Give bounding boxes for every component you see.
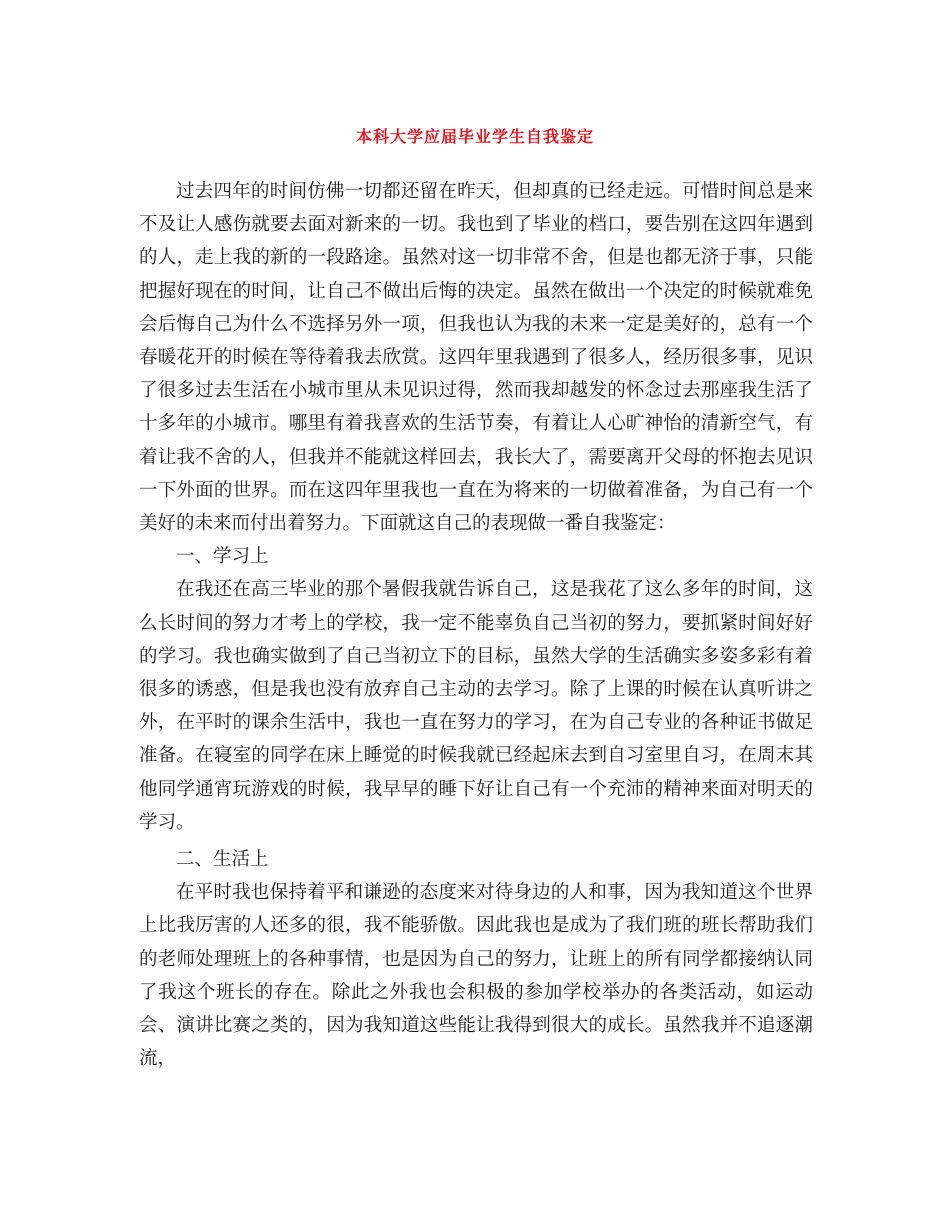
section-heading-study: 一、学习上: [176, 546, 269, 568]
section-body-study: 在我还在高三毕业的那个暑假我就告诉自己，这是我花了这么多年的时间，这么长时间的努力才考上的学校，我一定不能辜负自己当初的努力，要抓紧时间好好的学习。我也确实做到了自己当初立下的目标，虽然大学的生活确实多姿多彩有着很多的诱惑，但是我也没有放弃自己主动的去学习。除了上课的时候在认真听讲之外，在平时的课余生活中，我也一直在努力的学习，在为自己专业的各种证书做足准备。在寝室的同学在床上睡觉的时候我就已经起床去到自习室里自习，在周末其他同学通宵玩游戏的时候，我早早的睡下好让自己有一个充沛的精神来面对明天的学习。: [139, 579, 813, 833]
intro-paragraph: 过去四年的时间仿佛一切都还留在昨天，但却真的已经走远。可惜时间总是来不及让人感伤就要去面对新来的一切。我也到了毕业的档口，要告别在这四年遇到的人，走上我的新的一段路途。虽然对这一切非常不舍，但是也都无济于事，只能把握好现在的时间，让自己不做出后悔的决定。虽然在做出一个决定的时候就难免会后悔自己为什么不选择另外一项，但我也认为我的未来一定是美好的，总有一个春暖花开的时候在等待着我去欣赏。这四年里我遇到了很多人，经历很多事，见识了很多过去生活在小城市里从未见识过得，然而我却越发的怀念过去那座我生活了十多年的小城市。哪里有着我喜欢的生活节奏，有着让人心旷神怡的清新空气，有着让我不舍的人，但我并不能就这样回去，我长大了，需要离开父母的怀抱去见识一下外面的世界。而在这四年里我也一直在为将来的一切做着准备，为自己有一个美好的未来而付出着努力。下面就这自己的表现做一番自我鉴定：: [139, 181, 813, 535]
section-body-life: 在平时我也保持着平和谦逊的态度来对待身边的人和事，因为我知道这个世界上比我厉害的人还多的很，我不能骄傲。因此我也是成为了我们班的班长帮助我们的老师处理班上的各种事情，也是因为自己的努力，让班上的所有同学都接纳认同了我这个班长的存在。除此之外我也会积极的参加学校举办的各类活动，如运动会、演讲比赛之类的，因为我知道这些能让我得到很大的成长。虽然我并不追逐潮流，: [139, 882, 813, 1070]
document-title: 本科大学应届毕业学生自我鉴定: [355, 127, 594, 146]
document-body: [139, 175, 813, 1075]
section-heading-life: 二、生活上: [176, 849, 269, 871]
